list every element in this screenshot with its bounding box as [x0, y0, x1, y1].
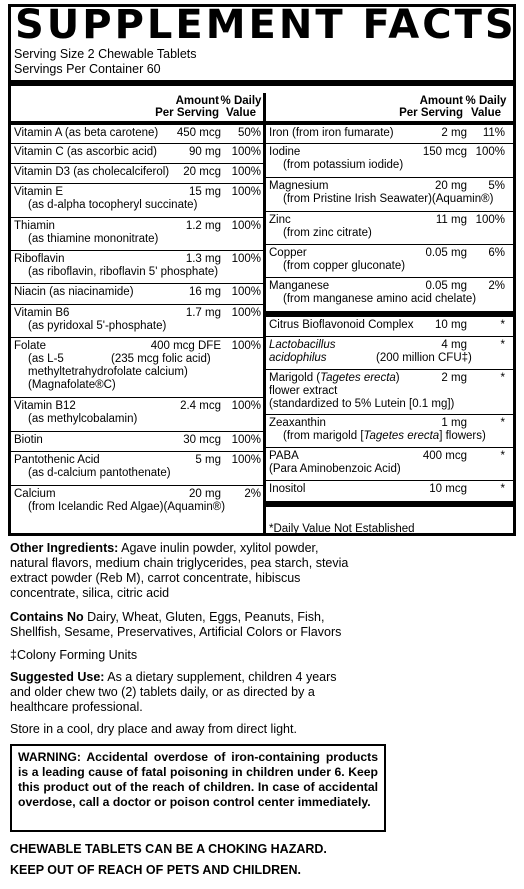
- nutrient-daily-value: 100%: [475, 146, 505, 158]
- nutrient-name: Inositol: [269, 483, 306, 495]
- nutrient-amount: 4 mg: [441, 339, 467, 351]
- divider-bar: [11, 80, 513, 86]
- nutrient-amount: 5 mg: [195, 454, 221, 466]
- value-header: Value: [470, 107, 502, 119]
- nutrient-row: [266, 245, 513, 278]
- keep-out-of-reach: KEEP OUT OF REACH OF PETS AND CHILDREN.: [10, 863, 301, 877]
- right-column-header: [266, 93, 513, 121]
- nutrient-daily-value: *: [500, 372, 505, 384]
- nutrient-source: (Para Aminobenzoic Acid): [269, 463, 401, 475]
- nutrient-row: [266, 448, 513, 481]
- nutrient-daily-value: 5%: [488, 180, 505, 192]
- nutrient-source: (from marigold [Tagetes erecta] flowers): [283, 430, 486, 442]
- nutrient-row: [11, 144, 263, 164]
- nutrient-name: Niacin (as niacinamide): [14, 286, 134, 298]
- panel-title: SUPPLEMENT FACTS: [15, 2, 517, 48]
- nutrient-name: Zeaxanthin: [269, 417, 326, 429]
- amount-header: Amount: [419, 95, 463, 107]
- nutrient-amount: 16 mg: [189, 286, 221, 298]
- nutrient-amount: 150 mcg: [422, 146, 467, 158]
- nutrient-row: [266, 144, 513, 178]
- nutrient-daily-value: 100%: [231, 307, 261, 319]
- nutrient-daily-value: 100%: [231, 434, 261, 446]
- nutrient-name: Iron (from iron fumarate): [269, 127, 394, 139]
- nutrient-row: [11, 432, 263, 452]
- nutrient-name: Iodine: [269, 146, 301, 158]
- daily-value-header: % Daily: [465, 95, 507, 107]
- nutrient-row: [11, 218, 263, 251]
- daily-value-footnote: *Daily Value Not Established: [269, 523, 415, 535]
- nutrient-amount: 15 mg: [189, 186, 221, 198]
- nutrient-row: [11, 338, 263, 398]
- nutrient-daily-value: 11%: [482, 127, 505, 139]
- nutrient-source: (from manganese amino acid chelate): [283, 293, 477, 305]
- nutrient-daily-value: 100%: [231, 340, 261, 352]
- nutrient-amount: 2 mg: [441, 127, 467, 139]
- nutrient-daily-value: 100%: [231, 220, 261, 232]
- nutrient-amount: 90 mg: [189, 146, 221, 158]
- nutrient-name: Folate: [14, 340, 46, 352]
- nutrient-row: [11, 164, 263, 184]
- suggested-use: Suggested Use: As a dietary supplement, children 4 years and older chew two (2) tablets daily, or as directed by a healthcare professional.: [10, 670, 337, 714]
- servings-per-container: Servings Per Container 60: [14, 62, 161, 76]
- contains-no: Contains No Dairy, Wheat, Gluten, Eggs, Peanuts, Fish, Shellfish, Sesame, Preservatives, Artificial Colors or Flavors: [10, 610, 342, 639]
- supplement-facts-panel: [8, 4, 516, 536]
- nutrient-source: (as pyridoxal 5'-phosphate): [28, 320, 167, 332]
- nutrient-daily-value: 2%: [244, 488, 261, 500]
- nutrient-daily-value: *: [500, 319, 505, 331]
- nutrient-daily-value: 100%: [231, 286, 261, 298]
- nutrient-row: [11, 284, 263, 305]
- iron-warning-box: WARNING: Accidental overdose of iron-containing products is a leading cause of fatal poisoning in children under 6. Keep this product out of the reach of children. In case of accidental overdose, call a doctor or poison control center immediately.: [10, 744, 386, 832]
- storage-instructions: Store in a cool, dry place and away from direct light.: [10, 722, 297, 736]
- nutrient-name: Vitamin B12: [14, 400, 76, 412]
- nutrient-source: (from zinc citrate): [283, 227, 372, 239]
- nutrient-name: Vitamin B6: [14, 307, 70, 319]
- nutrient-row: [266, 415, 513, 448]
- right-nutrient-column: [266, 93, 513, 535]
- nutrient-amount: 20 mg: [189, 488, 221, 500]
- nutrient-daily-value: *: [500, 339, 505, 351]
- nutrient-source: (standardized to 5% Lutein [0.1 mg]): [269, 398, 455, 410]
- nutrient-amount: 1 mg: [441, 417, 467, 429]
- nutrient-daily-value: 100%: [231, 186, 261, 198]
- nutrient-name: Thiamin: [14, 220, 55, 232]
- amount-header: Amount: [175, 95, 219, 107]
- nutrient-amount: 10 mcg: [429, 483, 467, 495]
- nutrient-daily-value: 100%: [231, 253, 261, 265]
- nutrient-name: flower extract: [269, 385, 338, 397]
- nutrient-amount: 400 mcg: [422, 450, 467, 462]
- nutrient-name: Vitamin E: [14, 186, 64, 198]
- nutrient-name: Magnesium: [269, 180, 329, 192]
- nutrient-amount: 450 mcg: [176, 127, 221, 139]
- nutrient-row: [266, 278, 513, 311]
- nutrient-row: [266, 337, 513, 370]
- nutrient-source: (from copper gluconate): [283, 260, 406, 272]
- left-column-header: [11, 93, 263, 121]
- nutrient-amount: 20 mg: [435, 180, 467, 192]
- nutrient-daily-value: 100%: [231, 400, 261, 412]
- nutrient-daily-value: 50%: [237, 127, 261, 139]
- nutrient-amount: 0.05 mg: [425, 247, 467, 259]
- daily-value-header: % Daily: [220, 95, 262, 107]
- nutrient-name: Pantothenic Acid: [14, 454, 100, 466]
- nutrient-name: acidophilus: [269, 352, 327, 364]
- nutrient-row: [266, 370, 513, 415]
- nutrient-source: (from potassium iodide): [283, 159, 404, 171]
- nutrient-source: (as L-5: [28, 353, 64, 365]
- nutrient-amount: 400 mcg DFE: [150, 340, 221, 352]
- nutrient-name: Riboflavin: [14, 253, 65, 265]
- nutrient-source: methyltetrahydrofolate calcium): [28, 366, 188, 378]
- nutrient-name: Vitamin D3 (as cholecalciferol): [14, 166, 170, 178]
- nutrient-name: Vitamin A (as beta carotene): [14, 127, 159, 139]
- nutrient-source: (from Icelandic Red Algae)(Aquamin®): [28, 501, 226, 513]
- choking-hazard: CHEWABLE TABLETS CAN BE A CHOKING HAZARD.: [10, 842, 327, 856]
- nutrient-name: Manganese: [269, 280, 330, 292]
- nutrient-row: [266, 481, 513, 501]
- nutrient-source: (200 million CFU‡): [376, 352, 472, 364]
- nutrient-amount: 0.05 mg: [425, 280, 467, 292]
- nutrient-name: PABA: [269, 450, 299, 462]
- nutrient-row: [266, 212, 513, 245]
- serving-size: Serving Size 2 Chewable Tablets: [14, 47, 197, 61]
- nutrient-daily-value: 2%: [488, 280, 505, 292]
- nutrient-amount: 20 mcg: [183, 166, 221, 178]
- nutrient-source: (as thiamine mononitrate): [28, 233, 159, 245]
- per-serving-header: Per Serving: [399, 107, 463, 119]
- nutrient-amount: 2.4 mcg: [180, 400, 221, 412]
- nutrient-amount: 30 mcg: [183, 434, 221, 446]
- nutrient-amount: 1.3 mg: [185, 253, 221, 265]
- nutrient-daily-value: 100%: [231, 454, 261, 466]
- nutrient-daily-value: 100%: [475, 214, 505, 226]
- nutrient-row: [11, 251, 263, 284]
- nutrient-name: Zinc: [269, 214, 291, 226]
- nutrient-name: Vitamin C (as ascorbic acid): [14, 146, 157, 158]
- nutrient-name: Copper: [269, 247, 307, 259]
- nutrient-amount: 2 mg: [441, 372, 467, 384]
- nutrient-source: (as d-alpha tocopheryl succinate): [28, 199, 198, 211]
- nutrient-daily-value: *: [500, 483, 505, 495]
- nutrient-name: Citrus Bioflavonoid Complex: [269, 319, 414, 331]
- left-nutrient-column: [11, 93, 263, 520]
- nutrient-daily-value: 6%: [488, 247, 505, 259]
- other-ingredients: Other Ingredients: Agave inulin powder, xylitol powder, natural flavors, medium chain triglycerides, pea starch, stevia extract powder (Reb M), carrot concentrate, hibiscus concentrate, silica, citric acid: [10, 541, 349, 600]
- nutrient-amount: 10 mg: [435, 319, 467, 331]
- nutrient-source: (Magnafolate®C): [28, 379, 116, 391]
- nutrient-source: (as methylcobalamin): [28, 413, 138, 425]
- nutrient-amount: 1.7 mg: [185, 307, 221, 319]
- cfu-note: ‡Colony Forming Units: [10, 648, 138, 662]
- per-serving-header: Per Serving: [155, 107, 219, 119]
- nutrient-row: [266, 125, 513, 144]
- nutrient-name: Marigold (Tagetes erecta): [269, 372, 400, 384]
- nutrient-daily-value: 100%: [231, 146, 261, 158]
- nutrient-row: [11, 305, 263, 338]
- nutrient-row: [11, 125, 263, 144]
- nutrient-daily-value: *: [500, 450, 505, 462]
- nutrient-row: [11, 398, 263, 432]
- nutrient-row: [11, 184, 263, 218]
- nutrient-daily-value: 100%: [231, 166, 261, 178]
- nutrient-daily-value: *: [500, 417, 505, 429]
- nutrient-amount: 1.2 mg: [185, 220, 221, 232]
- nutrient-source: (as d-calcium pantothenate): [28, 467, 171, 479]
- nutrient-row: [266, 317, 513, 337]
- value-header: Value: [225, 107, 257, 119]
- nutrient-source: (235 mcg folic acid): [111, 353, 211, 365]
- nutrient-row: [266, 178, 513, 212]
- nutrient-name: Lactobacillus: [269, 339, 336, 351]
- section-bar: [266, 501, 513, 507]
- nutrient-amount: 11 mg: [435, 214, 467, 226]
- nutrient-source: (as riboflavin, riboflavin 5' phosphate): [28, 266, 219, 278]
- nutrient-row: [11, 486, 263, 520]
- nutrient-name: Biotin: [14, 434, 43, 446]
- nutrient-name: Calcium: [14, 488, 56, 500]
- nutrient-source: (from Pristine Irish Seawater)(Aquamin®): [283, 193, 494, 205]
- nutrient-row: [11, 452, 263, 486]
